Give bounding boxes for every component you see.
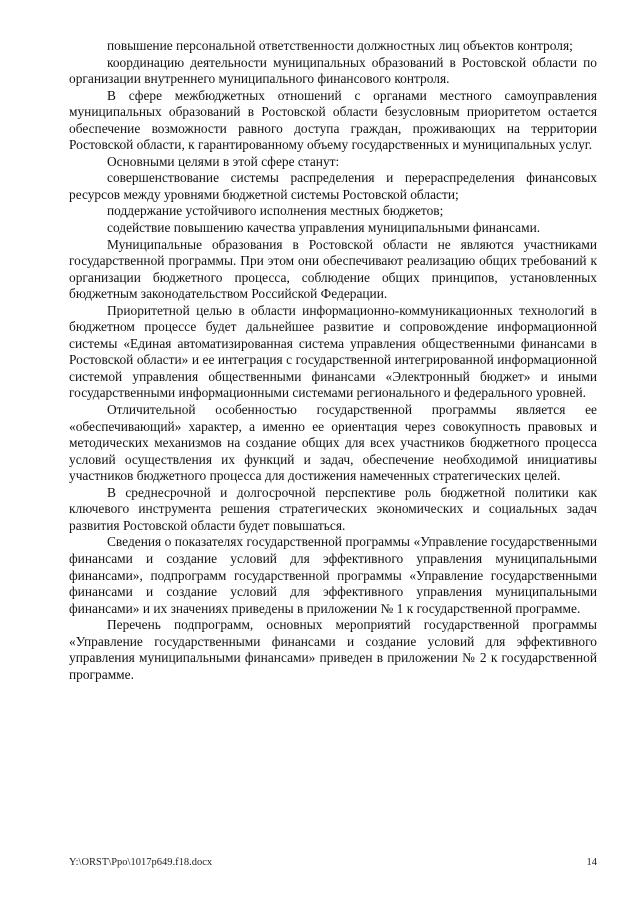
paragraph: В среднесрочной и долгосрочной перспективе роль бюджетной политики как ключевого инструмента решения стратегических экономических и социальных задач развития Ростовской области будет повышаться. — [69, 484, 597, 533]
paragraph: Основными целями в этой сфере станут: — [107, 153, 340, 169]
paragraph: Муниципальные образования в Ростовской области не являются участниками государственной программы. При этом они обеспечивают реализацию общих требований к организации бюджетного процесса, соблюдение общих принципов, установленных бюджетным законодательством Российской Федерации. — [69, 236, 597, 302]
paragraph: совершенствование системы распределения и перераспределения финансовых ресурсов между уровнями бюджетной системы Ростовской области; — [69, 170, 597, 202]
paragraph: координацию деятельности муниципальных образований в Ростовской области по организации внутреннего муниципального финансового контроля. — [69, 54, 597, 87]
paragraph: В сфере межбюджетных отношений с органами местного самоуправления муниципальных образований в Ростовской области безусловным приоритетом остается обеспечение возможности равного доступа граждан, проживающих на территории Ростовской области, к гарантированному объему государственных и муниципальных услуг. — [69, 87, 597, 153]
page-number: 14 — [586, 857, 597, 868]
paragraph: Приоритетной целью в области информационно-коммуникационных технологий в бюджетном процессе будет дальнейшее развитие и сопровождение информационной системы «Единая автоматизированная система управления общественными финансами в Ростовской области» и ее интеграция с государственной интегрированной информационной системой управления общественными финансами «Электронный бюджет» и иными государственными информационными системами регионального и федерального уровней. — [69, 302, 597, 401]
paragraph: Перечень подпрограмм, основных мероприятий государственной программы «Управление государственными финансами и создание условий для эффективного управления муниципальными финансами» приведен в приложении № 2 к государственной программе. — [69, 617, 597, 682]
document-page — [69, 38, 597, 683]
file-path: Y:\ORST\Ppo\1017p649.f18.docx — [69, 857, 213, 868]
page-footer — [69, 857, 597, 869]
paragraph: Сведения о показателях государственной программы «Управление государственными финансами и создание условий для эффективного управления муниципальными финансами», подпрограмм государственной программы «Управление государственными финансами и создание условий для эффективного управления муниципальными финансами» и их значениях приведены в приложении № 1 к государственной программе. — [69, 534, 597, 616]
paragraph: поддержание устойчивого исполнения местных бюджетов; — [107, 203, 444, 219]
paragraph: повышение персональной ответственности должностных лиц объектов контроля; — [107, 38, 573, 53]
paragraph: содействие повышению качества управления муниципальными финансами. — [107, 220, 541, 236]
paragraph: Отличительной особенностью государственной программы является ее «обеспечивающий» характер, а именно ее ориентация через совокупность правовых и методических механизмов на создание общих для всех участников бюджетного процесса условий осуществления их функций и задач, обеспечение необходимой инициативы участников бюджетного процесса для достижения намеченных стратегических целей. — [69, 402, 597, 484]
